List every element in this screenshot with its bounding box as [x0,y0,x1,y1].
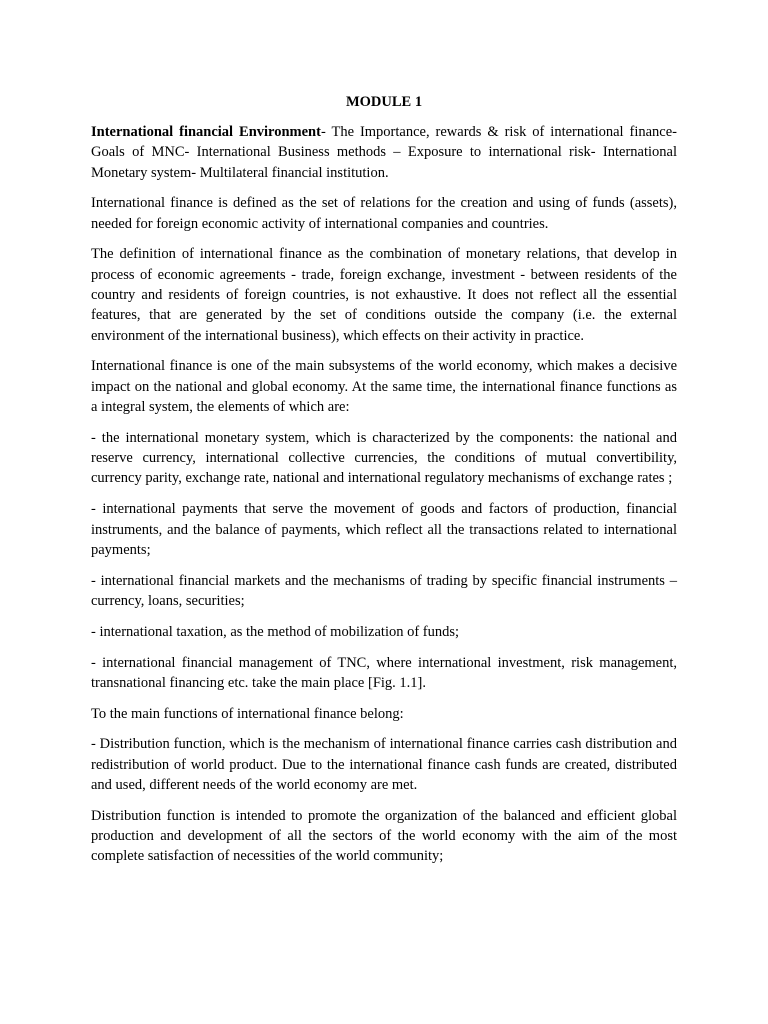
paragraph-distribution-purpose: Distribution function is intended to promote the organization of the balanced and efficient global production and development of all the sectors of the world economy with the aim of the most complete satisfaction of necessities of the world community; [91,807,677,865]
document-page [91,92,677,877]
list-item-financial-management: - international financial management of TNC, where international investment, risk management, transnational financing etc. take the main place [Fig. 1.1]. [91,654,677,691]
module-title: MODULE 1 [345,94,423,110]
paragraph-definition: International finance is defined as the set of relations for the creation and using of funds (assets), needed for foreign economic activity of international companies and countries. [91,195,677,232]
list-item-distribution-function: - Distribution function, which is the mechanism of international finance carries cash distribution and redistribution of world product. Due to the international finance cash funds are created, distributed and used, different needs of the world economy are met. [91,736,677,794]
list-item-monetary-system: - the international monetary system, which is characterized by the components: the national and reserve currency, international collective currencies, the conditions of mutual convertibility, currency parity, exchange rate, national and international regulatory mechanisms of exchange rates ; [91,429,677,487]
intro-heading: International financial Environment [91,124,321,140]
list-item-international-payments: - international payments that serve the movement of goods and factors of production, financial instruments, and the balance of payments, which reflect all the transactions related to international payments; [91,501,677,558]
intro-paragraph [91,122,677,183]
intro-text: - The Importance, rewards & risk of international finance- Goals of MNC- International Business methods – Exposure to international risk- International Monetary system- Multilateral financial institution. [91,124,678,181]
list-item-taxation: - international taxation, as the method of mobilization of funds; [91,623,460,640]
paragraph-subsystem: International finance is one of the main subsystems of the world economy, which makes a decisive impact on the national and global economy. At the same time, the international finance functions as a integral system, the elements of which are: [91,358,677,416]
paragraph-main-functions: To the main functions of international finance belong: [91,705,404,722]
list-item-financial-markets: - international financial markets and the mechanisms of trading by specific financial instruments – currency, loans, securities; [91,572,677,609]
paragraph-definition-extended: The definition of international finance as the combination of monetary relations, that develop in process of economic agreements - trade, foreign exchange, investment - between residents of the country and residents of foreign countries, is not exhaustive. It does not reflect all the essential features, that are generated by the set of conditions outside the company (i.e. the external environment of the international business), which effects on their activity in practice. [91,246,677,344]
